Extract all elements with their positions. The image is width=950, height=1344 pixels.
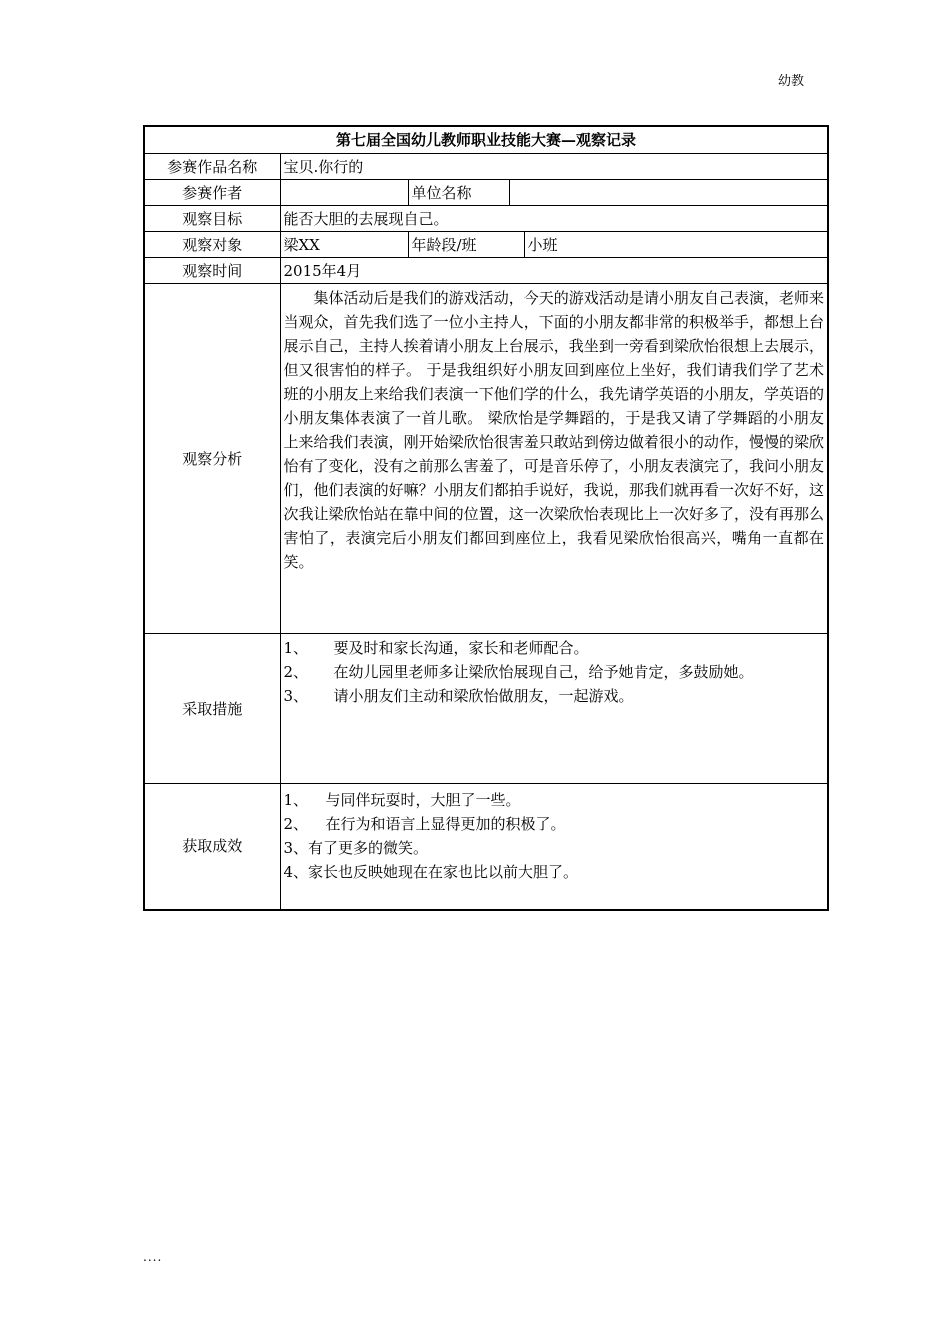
measure-text: 要及时和家长沟通，家长和老师配合。	[333, 639, 589, 657]
measure-item	[284, 636, 825, 660]
result-number: 3、	[283, 839, 309, 857]
analysis-label: 观察分析	[144, 284, 280, 634]
measure-text: 请小朋友们主动和梁欣怡做朋友，一起游戏。	[333, 687, 634, 705]
measure-number: 1、	[283, 639, 309, 657]
result-number: 4、	[283, 863, 309, 881]
analysis-paragraph: 集体活动后是我们的游戏活动，今天的游戏活动是请小朋友自己表演，老师来当观众，首先我们选了一位小主持人，下面的小朋友都非常的积极举手，都想上台展示自己，主持人挨着请小朋友上台展示，我坐到一旁看到梁欣怡很想上去展示，但又很害怕的样子。 于是我组织好小朋友回到座位上坐好，我们请我们学了艺术班的小朋友上来给我们表演一下他们学的什么，我先请学英语的小朋友，学英语的小朋友集体表演了一首儿歌。 梁欣怡是学舞蹈的，于是我又请了学舞蹈的小朋友上来给我们表演，刚开始梁欣怡很害羞只敢站到傍边做着很小的动作，慢慢的梁欣怡有了变化，没有之前那么害羞了，可是音乐停了，小朋友表演完了，我问小朋友们，他们表演的好嘛？小朋友们都拍手说好，我说，那我们就再看一次好不好，这次我让梁欣怡站在靠中间的位置，这一次梁欣怡表现比上一次好多了，没有再那么害怕了，表演完后小朋友们都回到座位上，我看见梁欣怡很高兴，嘴角一直都在笑。	[283, 289, 825, 571]
unit-label: 单位名称	[408, 180, 509, 206]
analysis-text	[280, 284, 828, 634]
result-item	[284, 812, 825, 836]
goal-value: 能否大胆的去展现自己。	[280, 206, 828, 232]
results-list	[280, 784, 828, 910]
work-name-value: 宝贝.你行的	[280, 154, 828, 180]
measure-number: 2、	[283, 663, 309, 681]
result-text: 与同伴玩耍时，大胆了一些。	[325, 791, 521, 809]
result-text: 在行为和语言上显得更加的积极了。	[325, 815, 566, 833]
results-label: 获取成效	[144, 784, 280, 910]
author-label: 参赛作者	[144, 180, 280, 206]
unit-value	[509, 180, 828, 206]
footer-dots: ....	[143, 1250, 163, 1264]
subject-label: 观察对象	[144, 232, 280, 258]
result-text: 家长也反映她现在在家也比以前大胆了。	[308, 863, 579, 881]
goal-label: 观察目标	[144, 206, 280, 232]
age-value: 小班	[524, 232, 828, 258]
subject-value: 梁XX	[280, 232, 408, 258]
result-item	[284, 836, 825, 860]
header-tag: 幼教	[778, 74, 805, 89]
measures-label: 采取措施	[144, 634, 280, 784]
measure-item	[284, 684, 825, 708]
author-value	[280, 180, 408, 206]
observation-record-table	[143, 125, 829, 911]
form-title: 第七届全国幼儿教师职业技能大赛—观察记录	[144, 126, 828, 154]
measure-item	[284, 660, 825, 684]
measure-number: 3、	[283, 687, 309, 705]
result-number: 2、	[283, 815, 309, 833]
measures-list	[280, 634, 828, 784]
time-value: 2015年4月	[280, 258, 828, 284]
work-name-label: 参赛作品名称	[144, 154, 280, 180]
time-label: 观察时间	[144, 258, 280, 284]
age-label: 年龄段/班	[408, 232, 524, 258]
result-item	[284, 860, 825, 884]
result-item	[284, 788, 825, 812]
result-number: 1、	[283, 791, 309, 809]
result-text: 有了更多的微笑。	[308, 839, 429, 857]
measure-text: 在幼儿园里老师多让梁欣怡展现自己，给予她肯定，多鼓励她。	[333, 663, 754, 681]
